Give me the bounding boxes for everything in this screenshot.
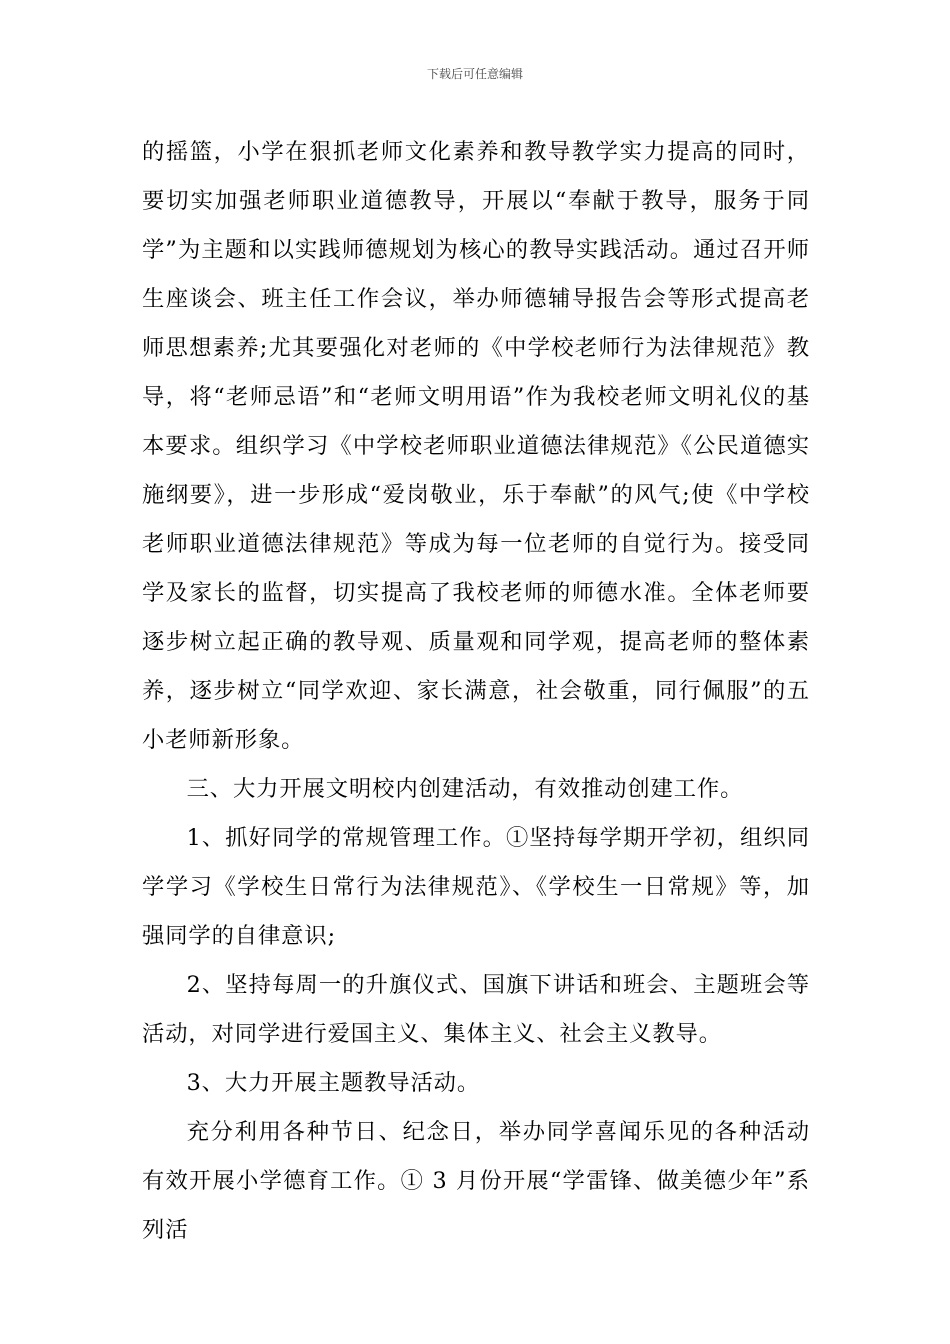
paragraph-item-two: 2、坚持每周一的升旗仪式、国旗下讲话和班会、主题班会等活动，对同学进行爱国主义、集体主义、社会主义教导。 [142, 972, 810, 1047]
paragraph-item-one: 1、抓好同学的常规管理工作。①坚持每学期开学初，组织同学学习《学校生日常行为法律规范》、《学校生一日常规》等，加强同学的自律意识; [142, 825, 810, 949]
header-note: 下载后可任意编辑 [426, 67, 523, 81]
paragraph-section-three-heading: 三、大力开展文明校内创建活动，有效推动创建工作。 [186, 776, 744, 802]
paragraph-item-three: 3、大力开展主题教导活动。 [186, 1070, 481, 1096]
document-body [142, 128, 810, 1255]
paragraph-activities: 充分利用各种节日、纪念日，举办同学喜闻乐见的各种活动有效开展小学德育工作。① 3 月份开展“学雷锋、做美德少年”系列活 [142, 1119, 810, 1243]
paragraph-teacher-ethics: 的摇篮，小学在狠抓老师文化素养和教导教学实力提高的同时，要切实加强老师职业道德教导，开展以“奉献于教导，服务于同学”为主题和以实践师德规划为核心的教导实践活动。通过召开师生座谈会、班主任工作会议，举办师德辅导报告会等形式提高老师思想素养;尤其要强化对老师的《中学校老师行为法律规范》教导，将“老师忌语”和“老师文明用语”作为我校老师文明礼仪的基本要求。组织学习《中学校老师职业道德法律规范》《公民道德实施纲要》，进一步形成“爱岗敬业，乐于奉献”的风气;使《中学校老师职业道德法律规范》等成为每一位老师的自觉行为。接受同学及家长的监督，切实提高了我校老师的师德水准。全体老师要逐步树立起正确的教导观、质量观和同学观，提高老师的整体素养，逐步树立“同学欢迎、家长满意，社会敬重，同行佩服”的五小老师新形象。 [142, 139, 810, 753]
